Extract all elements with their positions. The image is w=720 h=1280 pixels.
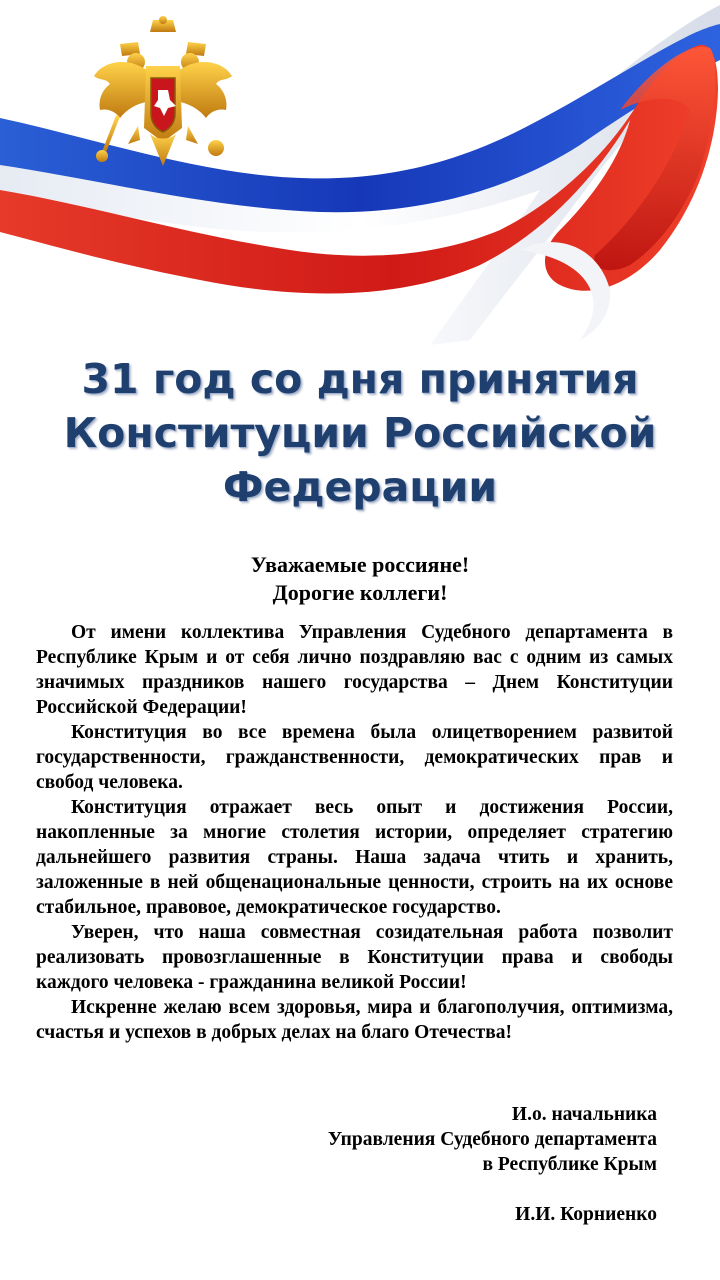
paragraph-2: Конституция во все времена была олицетворением развитой государственности, гражданственности, демократических прав и свобод человека. [36,722,673,793]
paragraph-3: Конституция отражает весь опыт и достижения России, накопленные за многие столетия истории, определяет стратегию дальнейшего развития страны. Наша задача чтить и хранить, заложенные в ней общенациональные ценности, строить на их основе стабильное, правовое, демократическое государство. [36,797,673,918]
page-title [0,352,720,514]
greeting-line-1: Уважаемые россияне! [250,552,470,577]
signature-block [328,1102,657,1227]
signature-position-3: в Республике Крым [482,1154,657,1175]
paragraph-1: От имени коллектива Управления Судебного департамента в Республике Крым и от себя лично поздравляю вас с одним из самых значимых праздников нашего государства – Днем Конституции Российской Федерации! [36,622,673,718]
title-line-3: Федерации [222,463,498,511]
signature-name: И.И. Корниенко [515,1204,657,1225]
title-line-2: Конституции Российской [63,409,657,457]
greeting [0,551,720,607]
paragraph-4: Уверен, что наша совместная созидательная работа позволит реализовать провозглашенные в Конституции права и свободы каждого человека - гражданина великой России! [36,922,673,993]
greeting-line-2: Дорогие коллеги! [272,580,448,605]
message-body [36,620,673,1045]
signature-position-2: Управления Судебного департамента [327,1129,657,1150]
paragraph-5: Искренне желаю всем здоровья, мира и благополучия, оптимизма, счастья и успехов в добрых делах на благо Отечества! [36,997,673,1043]
signature-position-1: И.о. начальника [511,1104,657,1125]
russian-coat-of-arms-icon [88,16,238,176]
title-line-1: 31 год со дня принятия [81,355,639,403]
